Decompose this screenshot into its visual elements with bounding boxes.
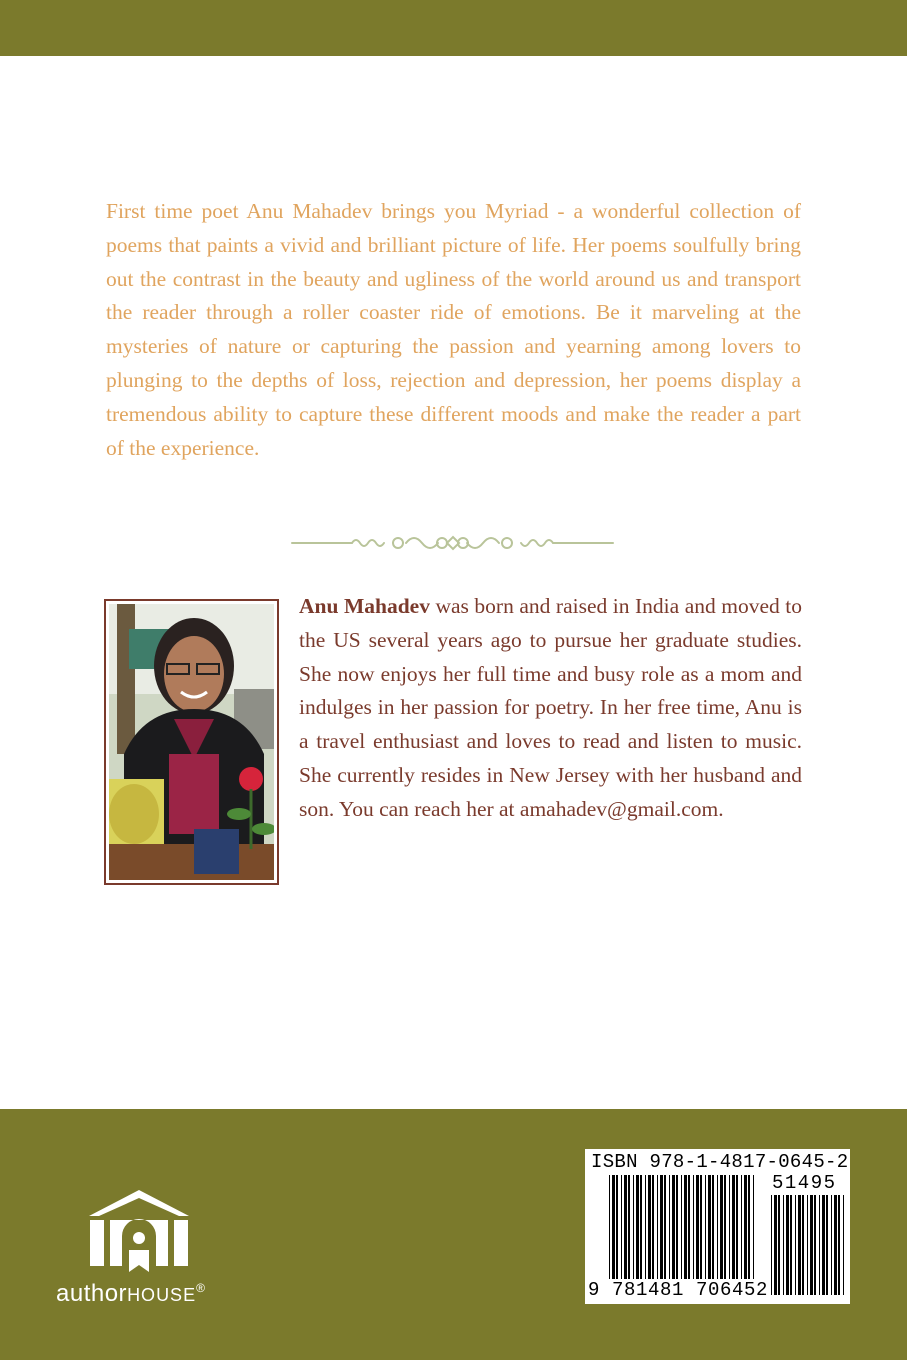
barcode-bar (744, 1175, 747, 1283)
barcode-bar (609, 1175, 610, 1283)
barcode-bar (633, 1175, 634, 1283)
barcode-bar (688, 1175, 690, 1283)
barcode-bar (778, 1195, 780, 1295)
barcode-bar (720, 1175, 723, 1283)
barcode-bar (807, 1195, 808, 1295)
barcode-bar (798, 1195, 801, 1295)
barcode-bar (819, 1195, 820, 1295)
ean-number: 9 781481 706452 (588, 1279, 769, 1301)
barcode-bar (648, 1175, 651, 1283)
barcode-bar (741, 1175, 742, 1283)
barcode-bar (705, 1175, 706, 1283)
barcode-bar (822, 1195, 825, 1295)
barcode-bar (712, 1175, 714, 1283)
barcode-bar (814, 1195, 816, 1295)
barcode-bar (700, 1175, 702, 1283)
isbn-label: ISBN 978-1-4817-0645-2 (591, 1151, 849, 1173)
barcode-bar (628, 1175, 630, 1283)
author-bio (299, 590, 802, 827)
ornamental-divider (290, 530, 615, 556)
barcode-bar (753, 1175, 754, 1283)
author-photo-frame (104, 599, 279, 885)
author-bio-text: was born and raised in India and moved to the US several years ago to pursue her graduate studies. She now enjoys her full time and busy role as a mom and indulges in her passion for poetry. In her free time, Anu is a travel enthusiast and loves to read and listen to music. She currently resides in New Jersey with her husband and son. You can reach her at amahadev@gmail.com. (299, 594, 803, 821)
barcode-bar (843, 1195, 844, 1295)
barcode-bar (652, 1175, 654, 1283)
barcode-bar (732, 1175, 735, 1283)
barcode-bar (786, 1195, 789, 1295)
barcode-bar (636, 1175, 639, 1283)
barcode-bar (616, 1175, 618, 1283)
barcode-bar (669, 1175, 670, 1283)
barcode-bar (664, 1175, 666, 1283)
barcode-bar (831, 1195, 832, 1295)
barcode-bar (672, 1175, 675, 1283)
barcode-bar (729, 1175, 730, 1283)
barcode-bar (802, 1195, 804, 1295)
barcode-bar (684, 1175, 687, 1283)
barcode-bar (708, 1175, 711, 1283)
barcode-bar (774, 1195, 777, 1295)
barcode-bar (660, 1175, 663, 1283)
barcode-bar (826, 1195, 828, 1295)
barcode-bar (717, 1175, 718, 1283)
barcode-bar (790, 1195, 792, 1295)
isbn-barcode (585, 1149, 850, 1304)
barcode-bar (624, 1175, 627, 1283)
authorhouse-logo-icon (84, 1188, 194, 1274)
barcode-bar (693, 1175, 694, 1283)
barcode-bar (657, 1175, 658, 1283)
barcode-bar (736, 1175, 738, 1283)
barcode-bar (834, 1195, 837, 1295)
barcode-bar (810, 1195, 813, 1295)
barcode-bar (640, 1175, 642, 1283)
barcode-bar (783, 1195, 784, 1295)
author-photo (109, 604, 274, 880)
barcode-bar (748, 1175, 750, 1283)
price-code: 51495 (772, 1172, 837, 1194)
top-color-band (0, 0, 907, 56)
barcode-bar (676, 1175, 678, 1283)
barcode-bar (621, 1175, 622, 1283)
barcode-bar (612, 1175, 615, 1283)
barcode-bar (838, 1195, 840, 1295)
barcode-bar (645, 1175, 646, 1283)
barcode-bar (724, 1175, 726, 1283)
barcode-bar (771, 1195, 772, 1295)
barcode-bar (681, 1175, 682, 1283)
publisher-logo-text: authorHOUSE® (56, 1280, 206, 1307)
author-name: Anu Mahadev (299, 594, 430, 618)
barcode-bar (696, 1175, 699, 1283)
book-description: First time poet Anu Mahadev brings you Myriad - a wonderful collection of poems that paints a vivid and brilliant picture of life. Her poems soulfully bring out the contrast in the beauty and ugliness of the world around us and transport the reader through a roller coaster ride of emotions. Be it marveling at the mysteries of nature or capturing the passion and yearning among lovers to plunging to the depths of loss, rejection and depression, her poems display a tremendous ability to capture these different moods and make the reader a part of the experience. (106, 199, 801, 460)
barcode-bar (795, 1195, 796, 1295)
